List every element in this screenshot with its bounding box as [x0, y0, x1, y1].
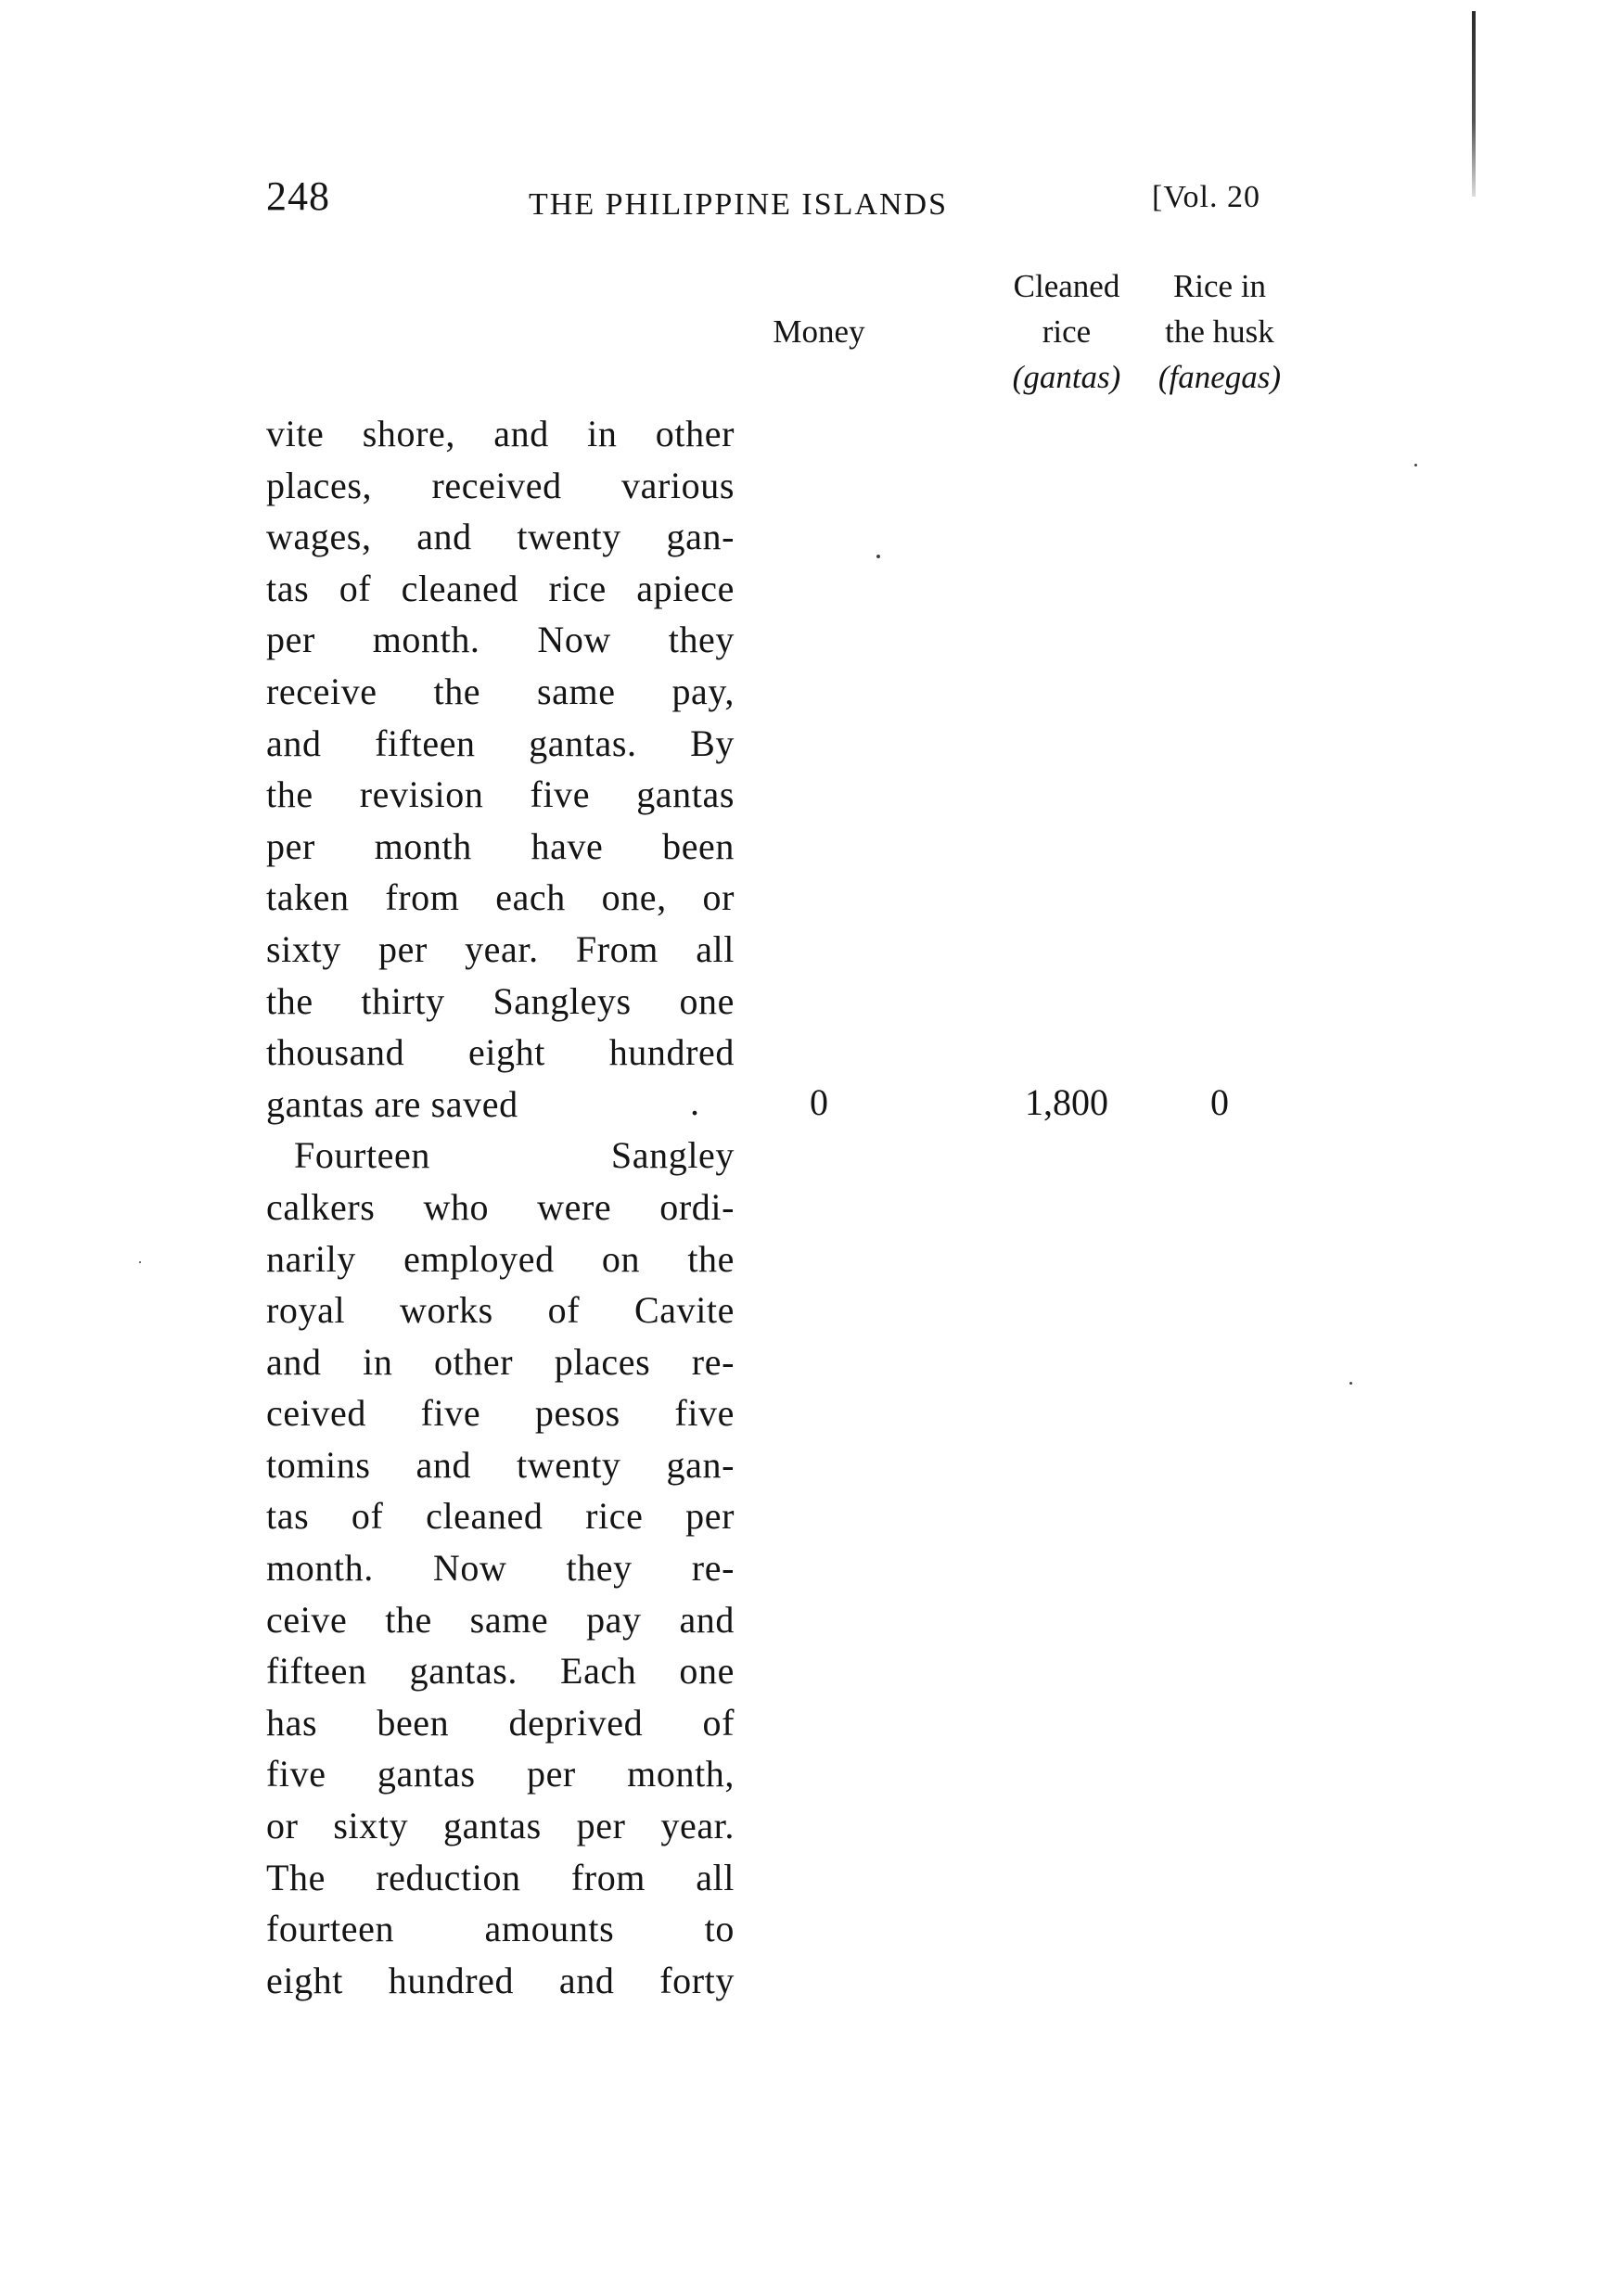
- text-line: eight hundred and forty: [266, 1959, 735, 2001]
- text-line: tas of cleaned rice apiece: [266, 567, 735, 609]
- value-money: 0: [810, 1081, 828, 1123]
- text-line: and in other places re-: [266, 1340, 735, 1383]
- text-line: per month. Now they: [266, 619, 735, 661]
- text-line: has been deprived of: [266, 1701, 735, 1744]
- text-line: vite shore, and in other: [266, 413, 735, 454]
- text-line: ceived five pesos five: [266, 1392, 735, 1435]
- running-header: [266, 172, 1305, 228]
- leader-dot: .: [690, 1081, 699, 1123]
- text-line: month. Now they re-: [266, 1547, 735, 1590]
- text-line: taken from each one, or: [266, 876, 735, 919]
- page-number: 248: [266, 173, 330, 219]
- text-line: the thirty Sangleys one: [266, 979, 735, 1022]
- paragraph-1: [266, 408, 735, 1130]
- column-heading-cleaned-unit: (gantas): [1012, 359, 1121, 395]
- text-line: Fourteen Sangley: [294, 1134, 735, 1177]
- text-line: ceive the same pay and: [266, 1598, 735, 1641]
- text-line: tas of cleaned rice per: [266, 1495, 735, 1538]
- column-heading-cleaned-line1: Cleaned: [1013, 268, 1120, 304]
- scan-speck: [1349, 1382, 1352, 1385]
- text-line: the revision five gantas: [266, 773, 735, 816]
- text-line: royal works of Cavite: [266, 1289, 735, 1332]
- text-line: gantas are saved: [266, 1082, 518, 1125]
- scan-speck: [876, 555, 880, 558]
- column-heading-rice-husk: [1127, 263, 1312, 400]
- text-line: and fifteen gantas. By: [266, 722, 735, 764]
- column-heading-cleaned-line2: rice: [1042, 313, 1092, 350]
- paragraph-2: [266, 1130, 735, 2006]
- text-line: or sixty gantas per year.: [266, 1805, 735, 1847]
- column-heading-husk-line1: Rice in: [1172, 268, 1267, 304]
- column-heading-husk-line2: the husk: [1165, 313, 1274, 350]
- scan-edge-mark: [1472, 11, 1476, 197]
- column-heading-money-label: Money: [773, 313, 865, 350]
- text-line: wages, and twenty gan-: [266, 516, 735, 558]
- text-line: tomins and twenty gan-: [266, 1443, 735, 1486]
- text-line: five gantas per month,: [266, 1753, 735, 1795]
- value-cleaned-rice: 1,800: [1025, 1081, 1108, 1123]
- body-text: [266, 408, 735, 2006]
- text-line: sixty per year. From all: [266, 927, 735, 970]
- column-heading-husk-unit: (fanegas): [1157, 359, 1282, 395]
- text-line: per month have been: [266, 824, 735, 867]
- text-line: calkers who were ordi-: [266, 1185, 735, 1228]
- text-line: thousand eight hundred: [266, 1031, 735, 1074]
- text-line: fifteen gantas. Each one: [266, 1650, 735, 1693]
- text-line: narily employed on the: [266, 1237, 735, 1280]
- text-line: receive the same pay,: [266, 670, 735, 712]
- scan-speck: [1414, 464, 1417, 466]
- scan-speck: [139, 1261, 141, 1263]
- text-line: places, received various: [266, 464, 735, 506]
- text-line: fourteen amounts to: [266, 1908, 735, 1950]
- volume-label: [Vol. 20: [1152, 180, 1260, 214]
- text-line: The reduction from all: [266, 1856, 735, 1898]
- value-rice-husk: 0: [1210, 1081, 1229, 1123]
- running-title: THE PHILIPPINE ISLANDS: [529, 187, 948, 222]
- column-heading-money: [745, 309, 893, 354]
